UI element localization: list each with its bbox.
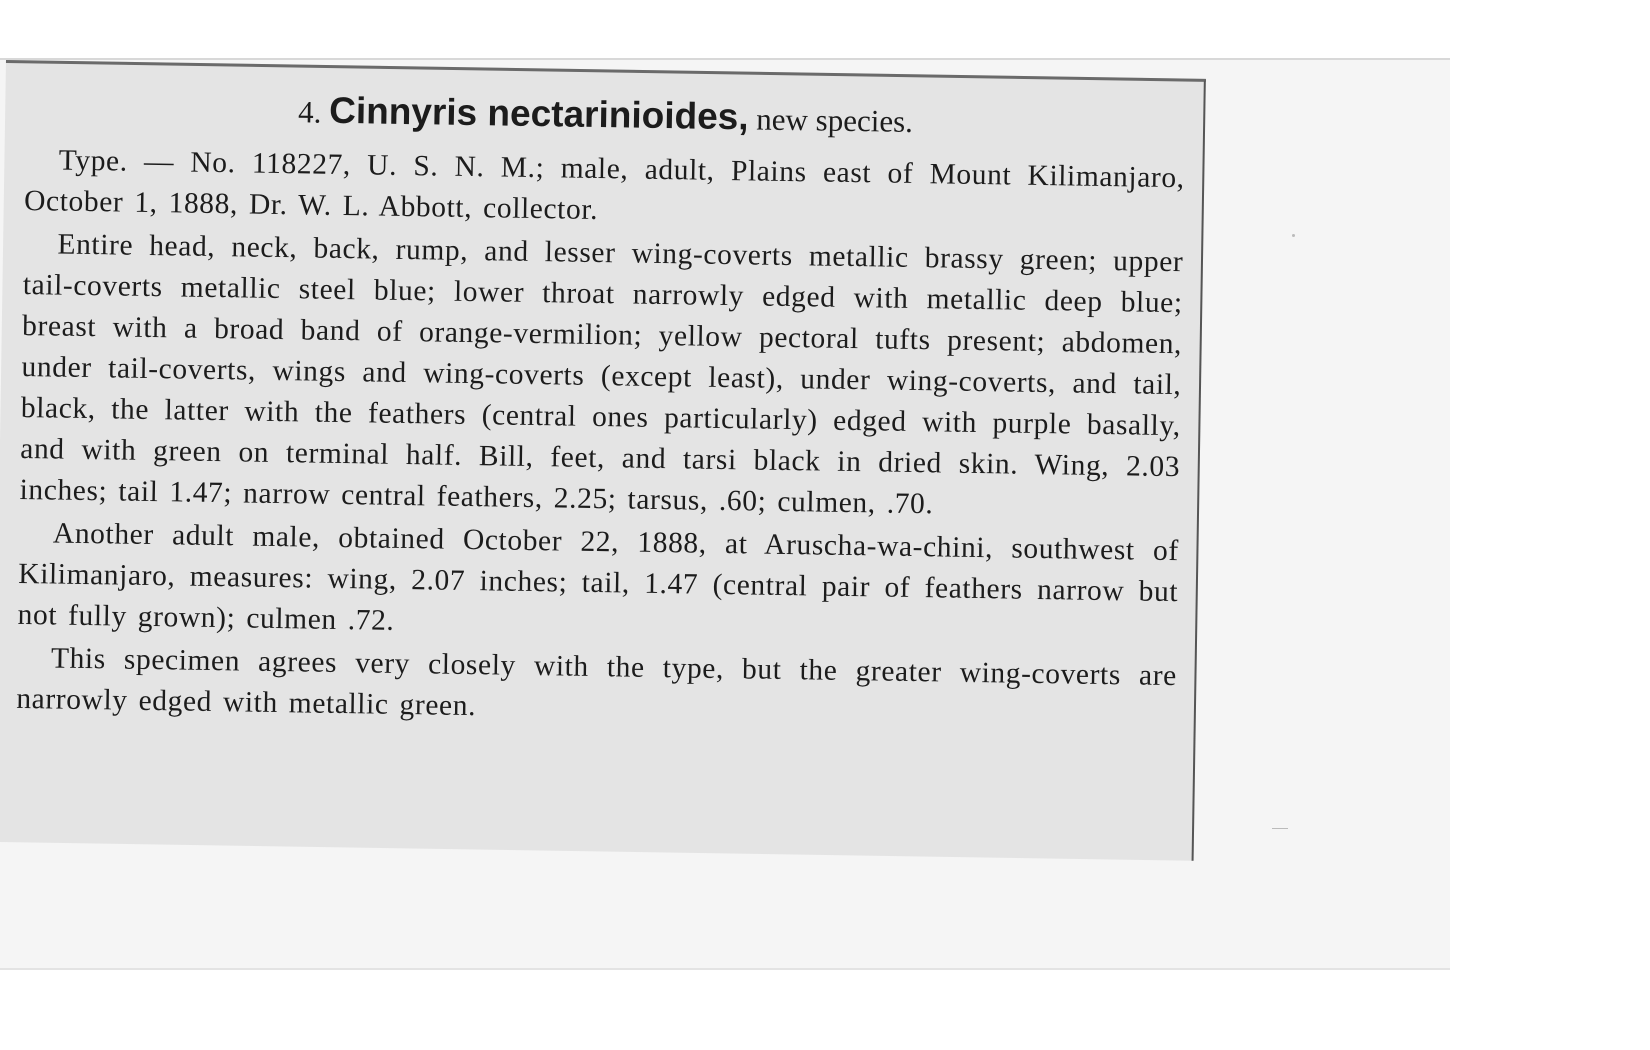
type-paragraph: Type. — No. 118227, U. S. N. M.; male, adult, Plains east of Mount Kilimanjaro, October 1, 1888, Dr. W. L. Abbott, collector. (23, 144, 1185, 227)
card-edge (0, 968, 1450, 970)
scan-mark (1272, 828, 1288, 829)
species-name: Cinnyris nectarinioides, (328, 89, 749, 138)
species-note: new species. (756, 101, 914, 139)
comparison-paragraph: This specimen agrees very closely with the type, but the greater wing-coverts are narrowly edged with metallic green. (16, 642, 1178, 723)
description-paragraph: Entire head, neck, back, rump, and lesser wing-coverts metallic brassy green; upper tail-coverts metallic steel blue; lower throat narrowly edged with metallic deep blue; breast with a broad band of orange-vermilion; yellow pectoral tufts present; abdomen, under tail-coverts, wings and wing-coverts (except least), under wing-coverts, and tail, black, the latter with the feathers (central ones particularly) edged with purple basally, and with green on terminal half. Bill, feet, and tarsi black in dried skin. Wing, 2.03 inches; tail 1.47; narrow central feathers, 2.25; tarsus, .60; culmen, .70. (19, 228, 1184, 521)
heading-number: 4. (297, 94, 322, 130)
document-text (16, 84, 1186, 738)
scan-speck (1292, 234, 1295, 237)
second-specimen-paragraph: Another adult male, obtained October 22, 1888, at Aruscha-wa-chini, southwest of Kilimanjaro, measures: wing, 2.07 inches; tail, 1.47 (central pair of feathers narrow but not fully grown); culmen .72. (17, 517, 1180, 637)
